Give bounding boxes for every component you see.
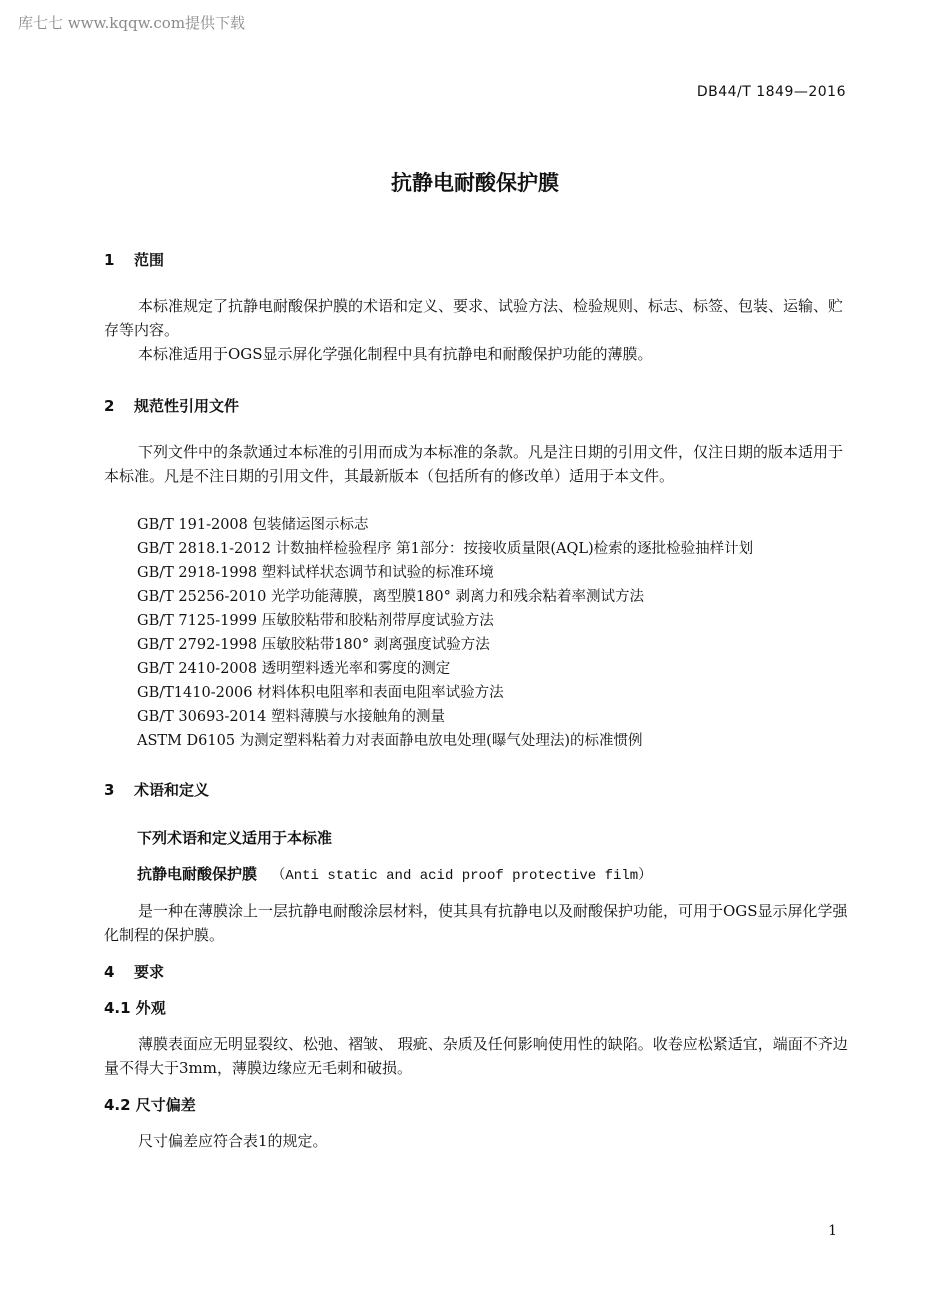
term-english: （Anti static and acid proof protective film）: [271, 868, 653, 884]
reference-item: GB/T 7125-1999 压敏胶粘带和胶粘剂带厚度试验方法: [137, 613, 494, 629]
section-1-number: 1: [104, 251, 115, 269]
reference-item: GB/T 2792-1998 压敏胶粘带180° 剥离强度试验方法: [137, 637, 490, 653]
section-3-intro: 下列术语和定义适用于本标准: [137, 829, 333, 847]
section-2-title: 规范性引用文件: [134, 397, 240, 415]
section-4-title: 要求: [134, 963, 165, 981]
reference-item: GB/T 2818.1-2012 计数抽样检验程序 第1部分：按接收质量限(AQL)检索的逐批检验抽样计划: [137, 541, 754, 557]
section-2-paragraph-1: 下列文件中的条款通过本标准的引用而成为本标准的条款。凡是注日期的引用文件，仅注日期的版本适用于本标准。凡是不注日期的引用文件，其最新版本（包括所有的修改单）适用于本文件。: [104, 443, 844, 485]
term-definition: 是一种在薄膜涂上一层抗静电耐酸涂层材料，使其具有抗静电以及耐酸保护功能，可用于OGS显示屏化学强化制程的保护膜。: [104, 902, 848, 944]
reference-item: GB/T 25256-2010 光学功能薄膜，离型膜180° 剥离力和残余粘着率测试方法: [137, 589, 644, 605]
watermark-text: 库七七 www.kqqw.com提供下载: [18, 14, 246, 32]
subsection-4-2-text: 尺寸偏差应符合表1的规定。: [138, 1132, 328, 1150]
section-1-heading: [104, 249, 164, 270]
section-2-heading: [104, 395, 239, 416]
subsection-4-1-text: 薄膜表面应无明显裂纹、松弛、褶皱、 瑕疵、杂质及任何影响使用性的缺陷。收卷应松紧适宜，端面不齐边量不得大于3mm，薄膜边缘应无毛刺和破损。: [104, 1035, 848, 1077]
section-3-heading: [104, 779, 209, 800]
section-4-heading: [104, 961, 164, 982]
subsection-4-2-heading: 4.2 尺寸偏差: [104, 1096, 196, 1114]
reference-item: GB/T1410-2006 材料体积电阻率和表面电阻率试验方法: [137, 685, 504, 701]
section-2-number: 2: [104, 397, 115, 415]
reference-item: GB/T 2410-2008 透明塑料透光率和雾度的测定: [137, 661, 451, 677]
section-1-paragraph-2: 本标准适用于OGS显示屏化学强化制程中具有抗静电和耐酸保护功能的薄膜。: [138, 345, 653, 363]
section-3-title: 术语和定义: [134, 781, 210, 799]
page-number: 1: [828, 1223, 837, 1239]
reference-item: GB/T 2918-1998 塑料试样状态调节和试验的标准环境: [137, 565, 494, 581]
document-title: 抗静电耐酸保护膜: [391, 171, 559, 195]
reference-item: GB/T 191-2008 包装储运图示标志: [137, 517, 369, 533]
term-entry: [137, 863, 652, 884]
term-chinese: 抗静电耐酸保护膜: [137, 865, 258, 883]
reference-item: ASTM D6105 为测定塑料粘着力对表面静电放电处理(曝气处理法)的标准惯例: [137, 733, 643, 749]
reference-item: GB/T 30693-2014 塑料薄膜与水接触角的测量: [137, 709, 445, 725]
normative-references-list: [137, 513, 753, 753]
subsection-4-1-heading: 4.1 外观: [104, 999, 166, 1017]
section-1-paragraph-1: 本标准规定了抗静电耐酸保护膜的术语和定义、要求、试验方法、检验规则、标志、标签、包装、运输、贮存等内容。: [104, 297, 844, 339]
section-3-number: 3: [104, 781, 115, 799]
section-1-title: 范围: [134, 251, 165, 269]
standard-code: DB44/T 1849—2016: [696, 84, 846, 100]
section-4-number: 4: [104, 963, 115, 981]
